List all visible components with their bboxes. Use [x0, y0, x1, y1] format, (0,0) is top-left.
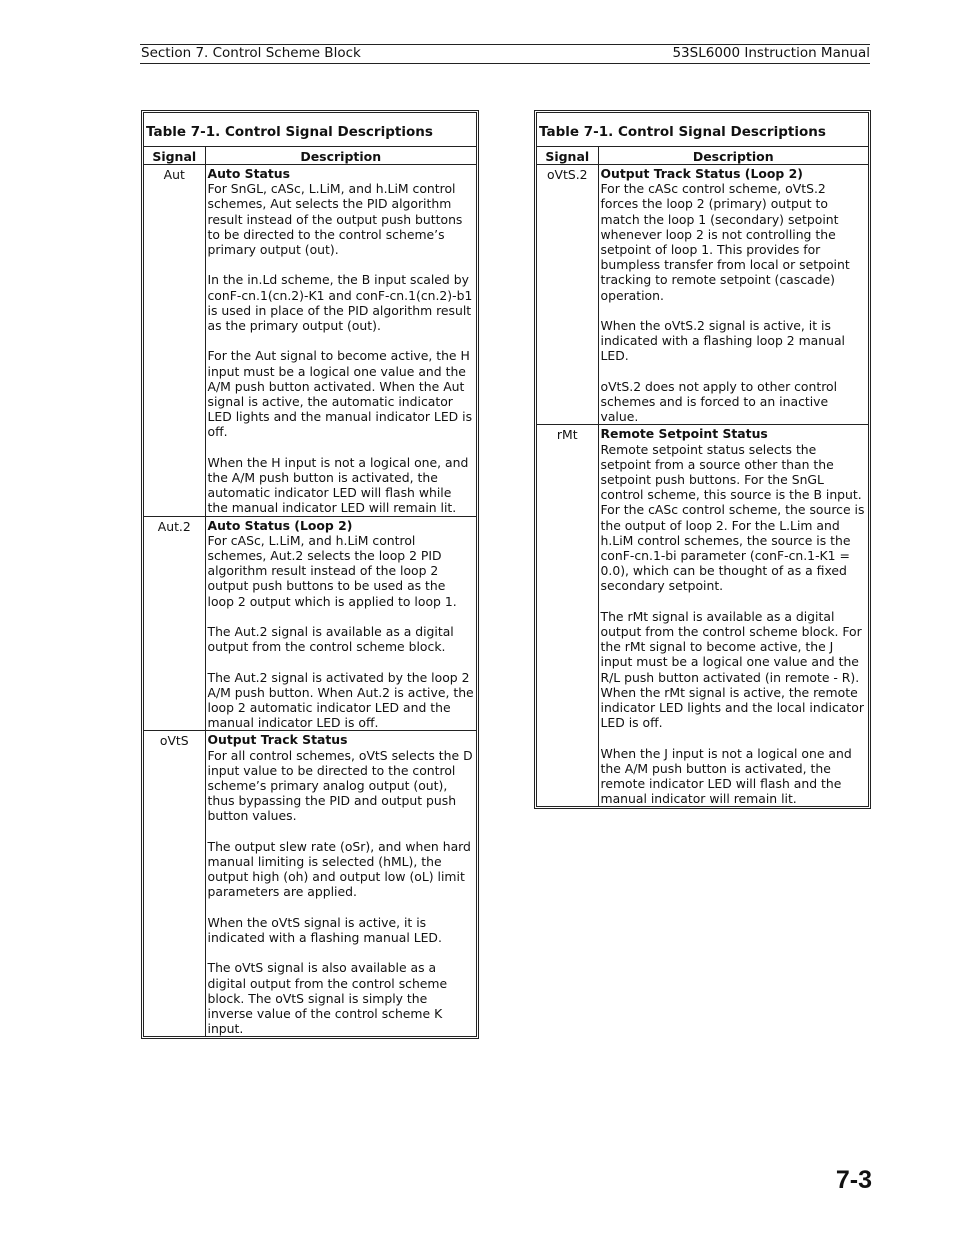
description-paragraph: For all control schemes, oVtS selects the D input value to be directed to the control scheme’s primary analog output (out), thus bypassing the PID and output push button values. [207, 747, 473, 824]
section-title: Section 7. Control Scheme Block [141, 45, 361, 61]
description-paragraph: For cASc, L.LiM, and h.LiM control schemes, Aut.2 selects the loop 2 PID algorithm result instead of the loop 2 output push buttons to be used as the loop 2 output which is applied to loop 1. [207, 532, 457, 609]
description-paragraph: The output slew rate (oSr), and when hard manual limiting is selected (hML), the output high (oh) and output low (oL) limit parameters are applied. [207, 838, 471, 900]
description-paragraph: In the in.Ld scheme, the B input scaled by conF-cn.1(cn.2)-K1 and conF-cn.1(cn.2)-b1 is used in place of the PID algorithm result as the primary output (out). [207, 272, 473, 334]
description-paragraph: The rMt signal is available as a digital output from the control scheme block. For the rMt signal to become active, the J input must be a logical one value and the R/L push button activated (in remote - R). When the rMt signal is active, the remote indicator LED lights and the local indicator LED is off. [600, 608, 864, 731]
signal-cell: oVtS.2 [537, 165, 598, 425]
table-row [144, 516, 476, 731]
description-paragraph: For the Aut signal to become active, the H input must be a logical one value and the A/M push button activated. When the Aut signal is active, the automatic indicator LED lights and the manual indicator LED is off. [207, 348, 473, 440]
description-paragraph: The oVtS signal is also available as a digital output from the control scheme block. The oVtS signal is simply the inverse value of the control scheme K input. [207, 960, 448, 1037]
description-cell [205, 731, 476, 1037]
signal-title: Output Track Status [207, 732, 348, 748]
signal-title: Remote Setpoint Status [600, 426, 768, 442]
signal-cell: Aut.2 [144, 516, 205, 731]
table-body [537, 165, 868, 807]
table-row [144, 165, 476, 517]
column-header-signal: Signal [144, 147, 205, 165]
page-number: 7-3 [835, 1166, 872, 1194]
signal-title: Output Track Status (Loop 2) [600, 166, 803, 181]
description-cell [205, 516, 476, 731]
description-paragraph: When the H input is not a logical one, and the A/M push button is activated, the automatic indicator LED will flash while the manual indicator LED will remain lit. [207, 454, 469, 516]
signal-cell: Aut [144, 165, 205, 517]
description-cell [205, 165, 476, 517]
table-row [537, 425, 868, 807]
description-paragraph: oVtS.2 does not apply to other control schemes and is forced to an inactive value. [600, 378, 838, 425]
description-paragraph: When the oVtS signal is active, it is indicated with a flashing manual LED. [207, 914, 442, 946]
description-paragraph: For the cASc control scheme, oVtS.2 forces the loop 2 (primary) output to match the loop 1 (secondary) setpoint whenever loop 2 is not controlling the setpoint of loop 1. This provides for bumpless transfer from local or setpoint tracking to remote setpoint (cascade) operation. [600, 181, 850, 303]
table-body [144, 165, 476, 1037]
left-signal-table [141, 110, 479, 1039]
description-paragraph: When the J input is not a logical one and the A/M push button is activated, the remote indicator LED will flash and the manual indicator will remain lit. [600, 745, 852, 807]
table-row [144, 731, 476, 1037]
column-header-description: Description [205, 147, 476, 165]
right-signal-table [534, 110, 871, 809]
page-header [140, 44, 870, 64]
signal-title: Auto Status [207, 166, 290, 181]
table-row [537, 165, 868, 425]
signal-cell: rMt [537, 425, 598, 807]
description-paragraph: For SnGL, cASc, L.LiM, and h.LiM control schemes, Aut selects the PID algorithm result instead of the output push buttons to be directed to the control scheme’s primary output (out). [207, 181, 463, 258]
description-paragraph: The Aut.2 signal is available as a digital output from the control scheme block. [207, 624, 454, 655]
manual-title: 53SL6000 Instruction Manual [672, 45, 870, 61]
signal-title: Auto Status (Loop 2) [207, 517, 353, 533]
column-header-description: Description [598, 147, 868, 165]
description-cell [598, 425, 868, 807]
signal-cell: oVtS [144, 731, 205, 1037]
description-paragraph: When the oVtS.2 signal is active, it is indicated with a flashing loop 2 manual LED. [600, 318, 845, 364]
column-header-signal: Signal [537, 147, 598, 165]
table-caption: Table 7-1. Control Signal Descriptions [537, 113, 868, 147]
description-cell [598, 165, 868, 425]
description-paragraph: Remote setpoint status selects the setpoint from a source other than the setpoint push buttons. For the SnGL control scheme, this source is the B input. For the cASc control scheme, the source is the output of loop 2. For the L.Lim and h.LiM control schemes, the source is the conF-cn.1-bi parameter (conF-cn.1-K1 = 0.0), which can be thought of as a fixed secondary setpoint. [600, 441, 865, 594]
table-caption: Table 7-1. Control Signal Descriptions [144, 113, 476, 147]
description-paragraph: The Aut.2 signal is activated by the loop 2 A/M push button. When Aut.2 is active, the loop 2 automatic indicator LED and the manual indicator LED is off. [207, 669, 474, 731]
